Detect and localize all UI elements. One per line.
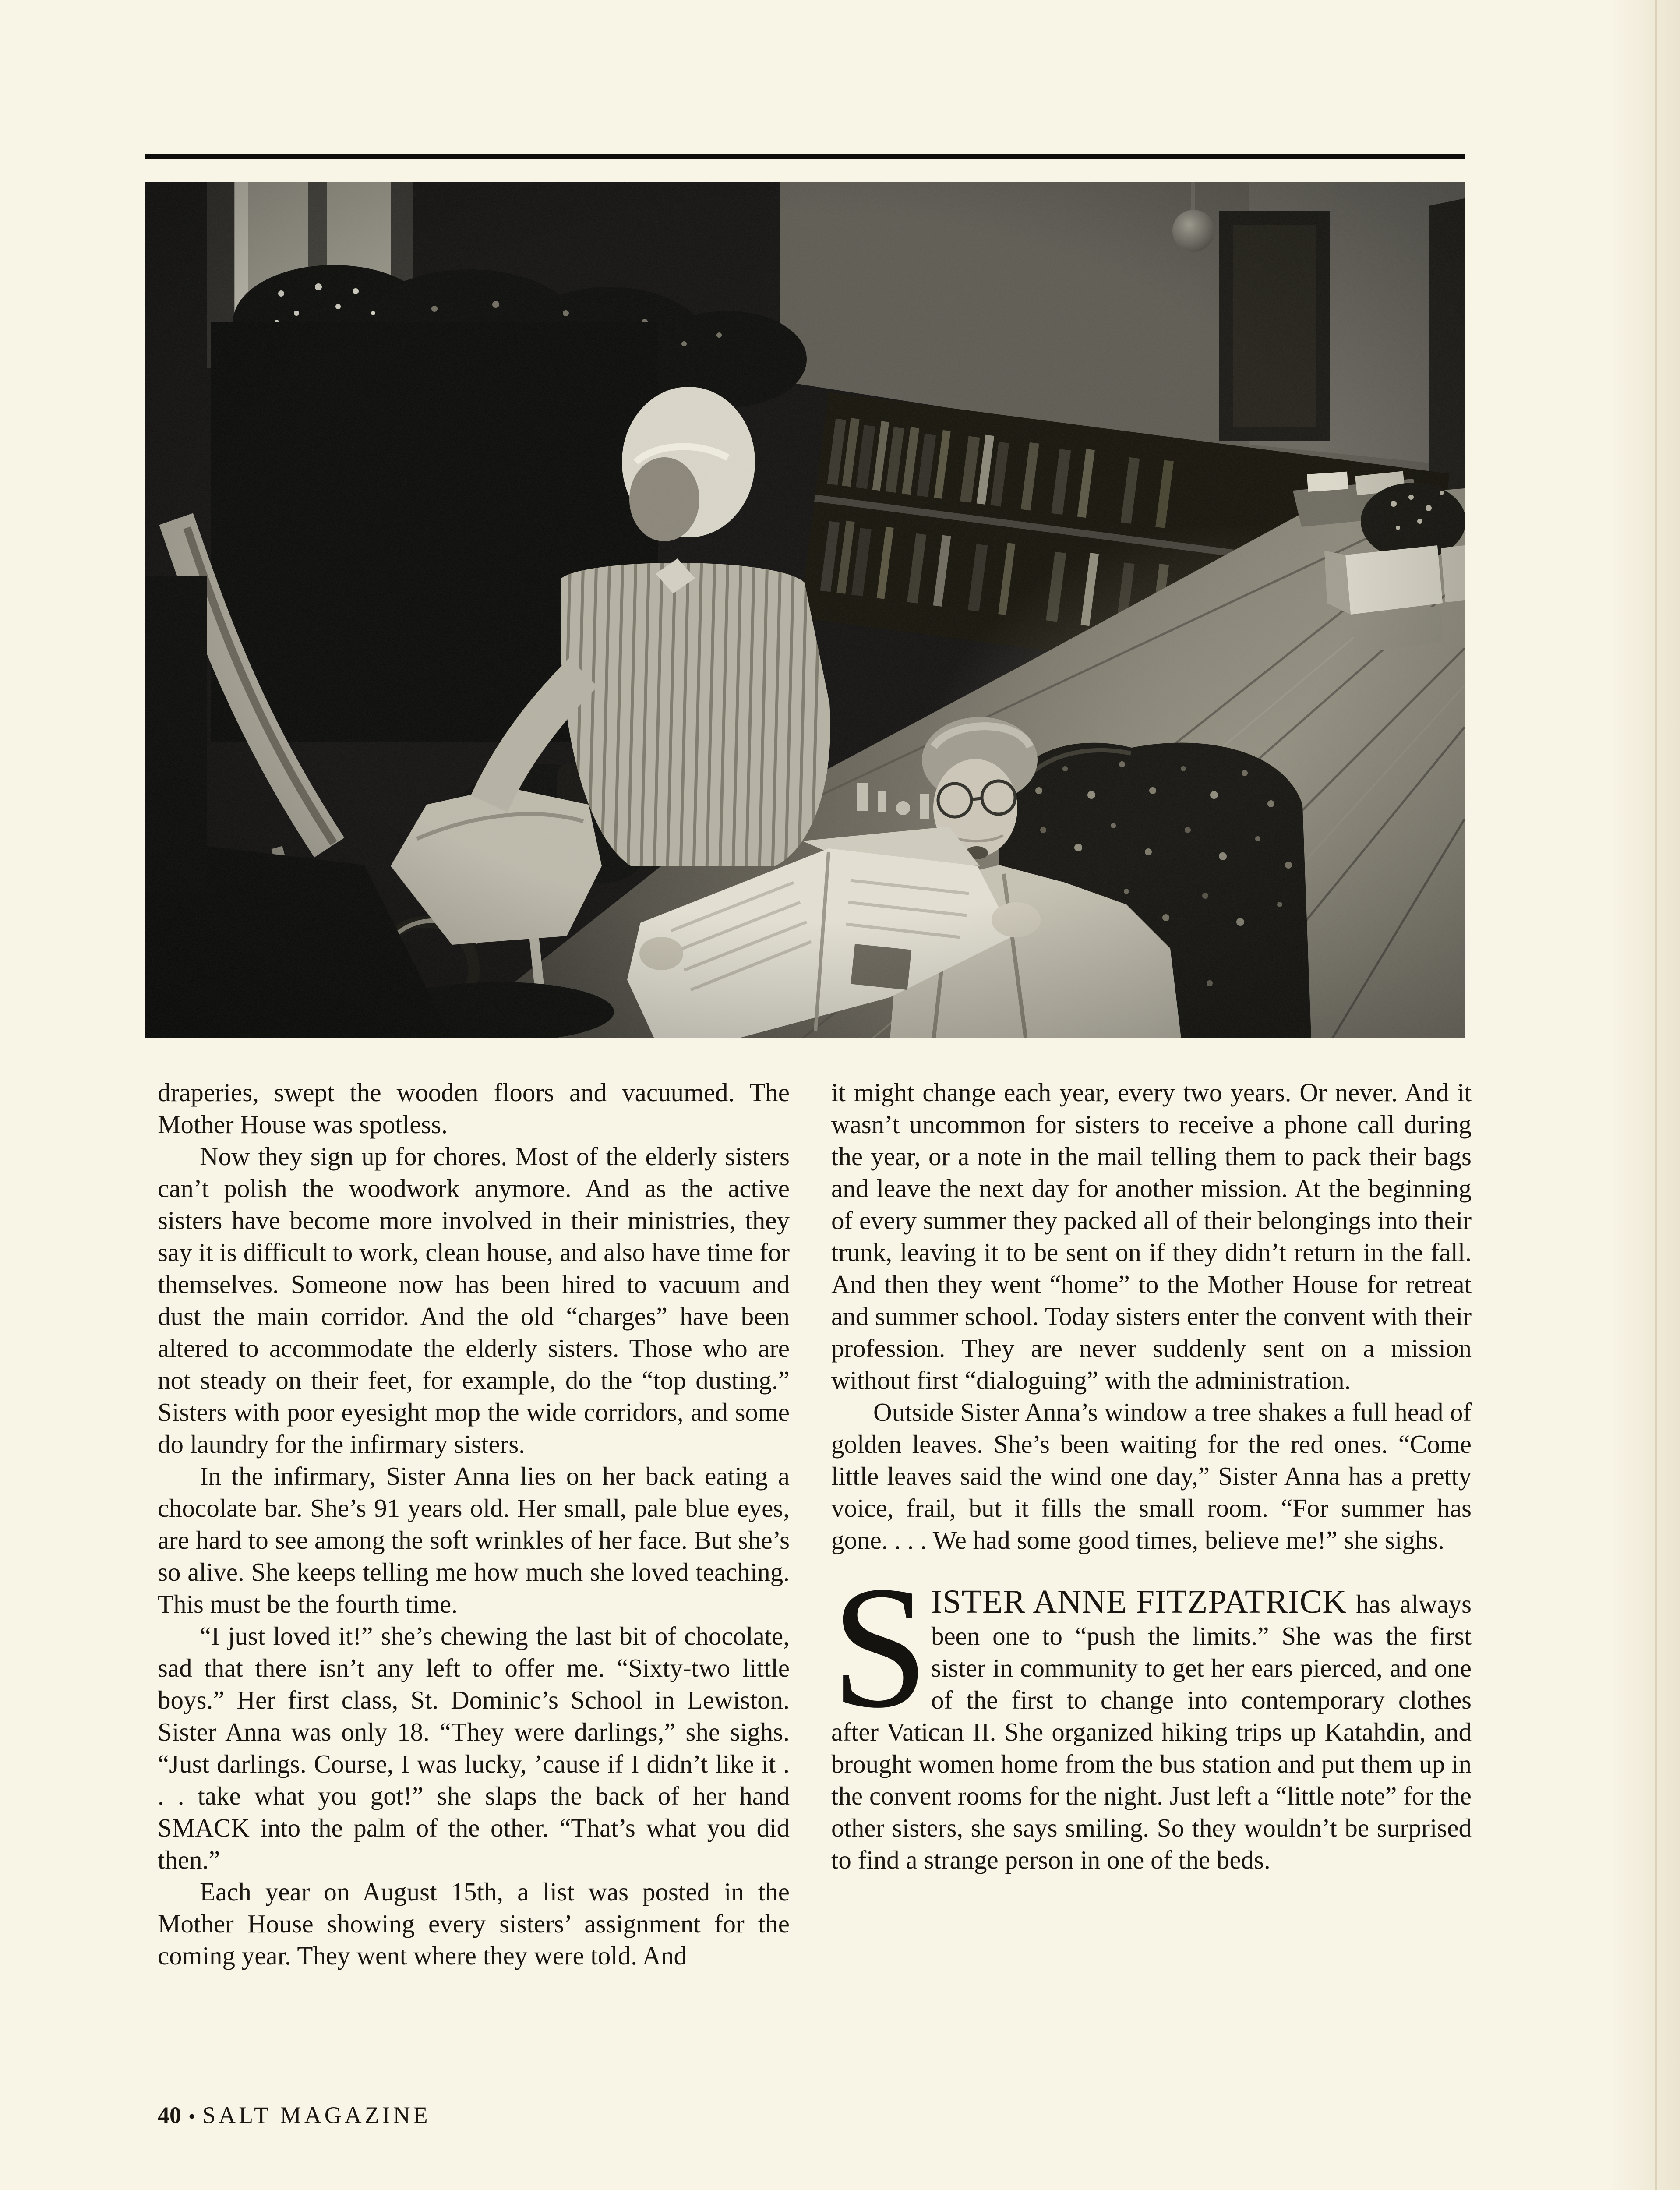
body-paragraph: Outside Sister Anna’s window a tree shakes a full head of golden leaves. She’s been waiting for the red ones. “Come little leaves said the wind one day,” Sister Anna has a pretty voice, frail, but it fills the small room. “For summer has gone. . . . We had some good times, believe me!” she sighs. xyxy=(831,1398,1472,1554)
body-paragraph: In the infirmary, Sister Anna lies on her back eating a chocolate bar. She’s 91 years old. Her small, pale blue eyes, are hard to see among the soft wrinkles of her face. But she’s so alive. She keeps telling me how much she loved teaching. This must be the fourth time. xyxy=(158,1462,790,1618)
article-photo xyxy=(145,182,1465,1038)
dropcap-paragraph-text: has always been one to “push the limits.” She was the first sister in community to get her ears pierced, and one of the first to change into contemporary clothes after Vatican II. She organized hiking trips up Katahdin, and brought women home from the bus station and put them up in the convent rooms for the night. Just left a “little note” for the other sisters, she says smiling. So they wouldn’t be surprised to find a strange person in one of the beds. xyxy=(831,1590,1472,1874)
top-rule xyxy=(145,154,1465,159)
page-crease xyxy=(1655,0,1657,2190)
right-column xyxy=(831,1077,1472,1876)
body-paragraph: Now they sign up for chores. Most of the elderly sisters can’t polish the woodwork anymore. And as the active sisters have become more involved in their ministries, they say it is difficult to work, clean house, and also have time for themselves. Someone now has been hired to vacuum and dust the main corridor. And the old “charges” have been altered to accommodate the elderly sisters. Those who are not steady on their feet, for example, do the “top dusting.” Sisters with poor eyesight mop the wide corridors, and some do laundry for the infirmary sisters. xyxy=(158,1142,790,1459)
body-paragraph: “I just loved it!” she’s chewing the last bit of chocolate, sad that there isn’t any left to offer me. “Sixty-two little boys.” Her first class, St. Dominic’s School in Lewiston. Sister Anna was only 18. “They were darlings,” she sighs. “Just darlings. Course, I was lucky, ’cause if I didn’t like it . . . take what you got!” she slaps the back of her hand SMACK into the palm of the other. “That’s what you did then.” xyxy=(158,1621,790,1874)
drop-cap-letter: S xyxy=(831,1550,929,1744)
dropcap-paragraph xyxy=(831,1550,1472,1876)
photo-grain xyxy=(145,182,1465,1038)
lead-in-caps: ISTER ANNE FITZPATRICK xyxy=(931,1583,1347,1620)
body-paragraph: draperies, swept the wooden floors and vacuumed. The Mother House was spotless. xyxy=(158,1078,790,1139)
left-column xyxy=(158,1077,790,1972)
page-footer xyxy=(158,2102,431,2129)
page-number: 40 xyxy=(158,2102,181,2128)
article-photo-illustration xyxy=(145,182,1465,1038)
footer-bullet: • xyxy=(188,2105,196,2127)
body-paragraph: Each year on August 15th, a list was posted in the Mother House showing every sisters’ assignment for the coming year. They went where they were told. And xyxy=(158,1877,790,1970)
page-edge-shading xyxy=(1610,0,1680,2190)
magazine-title: SALT MAGAZINE xyxy=(202,2102,431,2128)
body-paragraph: it might change each year, every two years. Or never. And it wasn’t uncommon for sisters to receive a phone call during the year, or a note in the mail telling them to pack their bags and leave the next day for another mission. At the beginning of every summer they packed all of their belongings into their trunk, leaving it to be sent on if they didn’t return in the fall. And then they went “home” to the Mother House for retreat and summer school. Today sisters enter the convent with their profession. They are never suddenly sent on a mission without first “dialoguing” with the administration. xyxy=(831,1078,1472,1395)
